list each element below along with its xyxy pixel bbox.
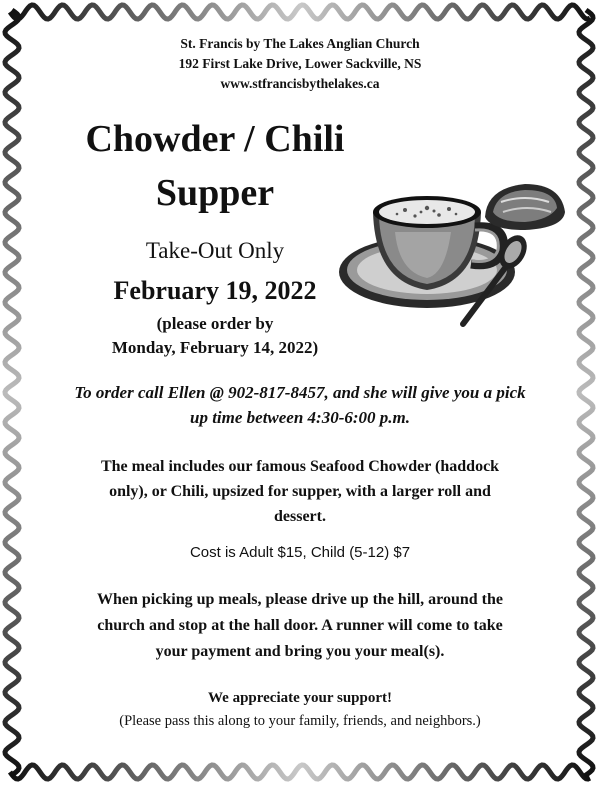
church-name: St. Francis by The Lakes Anglian Church (180, 36, 420, 51)
church-website[interactable]: www.stfrancisbythelakes.ca (220, 76, 380, 91)
order-instructions-line-1: To order call Ellen @ 902-817-8457, and she will give you a pick (74, 383, 526, 402)
thank-you-note: We appreciate your support! (207, 690, 393, 706)
share-request: (Please pass this along to your family, friends, and neighbors.) (119, 713, 481, 729)
cost-info: Cost is Adult $15, Child (5-12) $7 (189, 544, 411, 561)
meal-description (50, 454, 550, 529)
pickup-instructions (45, 587, 555, 665)
order-deadline-line-2: Monday, February 14, 2022) (111, 338, 319, 357)
pickup-line-2: church and stop at the hall door. A runner will come to take (97, 617, 503, 634)
order-instructions-line-2: up time between 4:30-6:00 p.m. (189, 408, 411, 427)
order-instructions (40, 380, 560, 430)
chowder-bowl-illustration (335, 172, 575, 332)
church-address: 192 First Lake Drive, Lower Sackville, NS (178, 56, 422, 71)
pickup-line-1: When picking up meals, please drive up the hill, around the (97, 591, 503, 608)
meal-line-2: only), or Chili, upsized for supper, with a larger roll and (109, 483, 491, 500)
pickup-line-3: your payment and bring you your meal(s). (155, 643, 445, 660)
take-out-label: Take-Out Only (145, 238, 285, 263)
order-deadline-line-1: (please order by (156, 314, 274, 333)
meal-line-1: The meal includes our famous Seafood Chowder (haddock (100, 458, 500, 475)
church-info (0, 34, 600, 94)
event-date: February 19, 2022 (113, 276, 317, 305)
event-title (50, 112, 380, 220)
title-line-2: Supper (155, 172, 275, 214)
title-line-1: Chowder / Chili (85, 118, 345, 160)
meal-line-3: dessert. (274, 508, 326, 525)
